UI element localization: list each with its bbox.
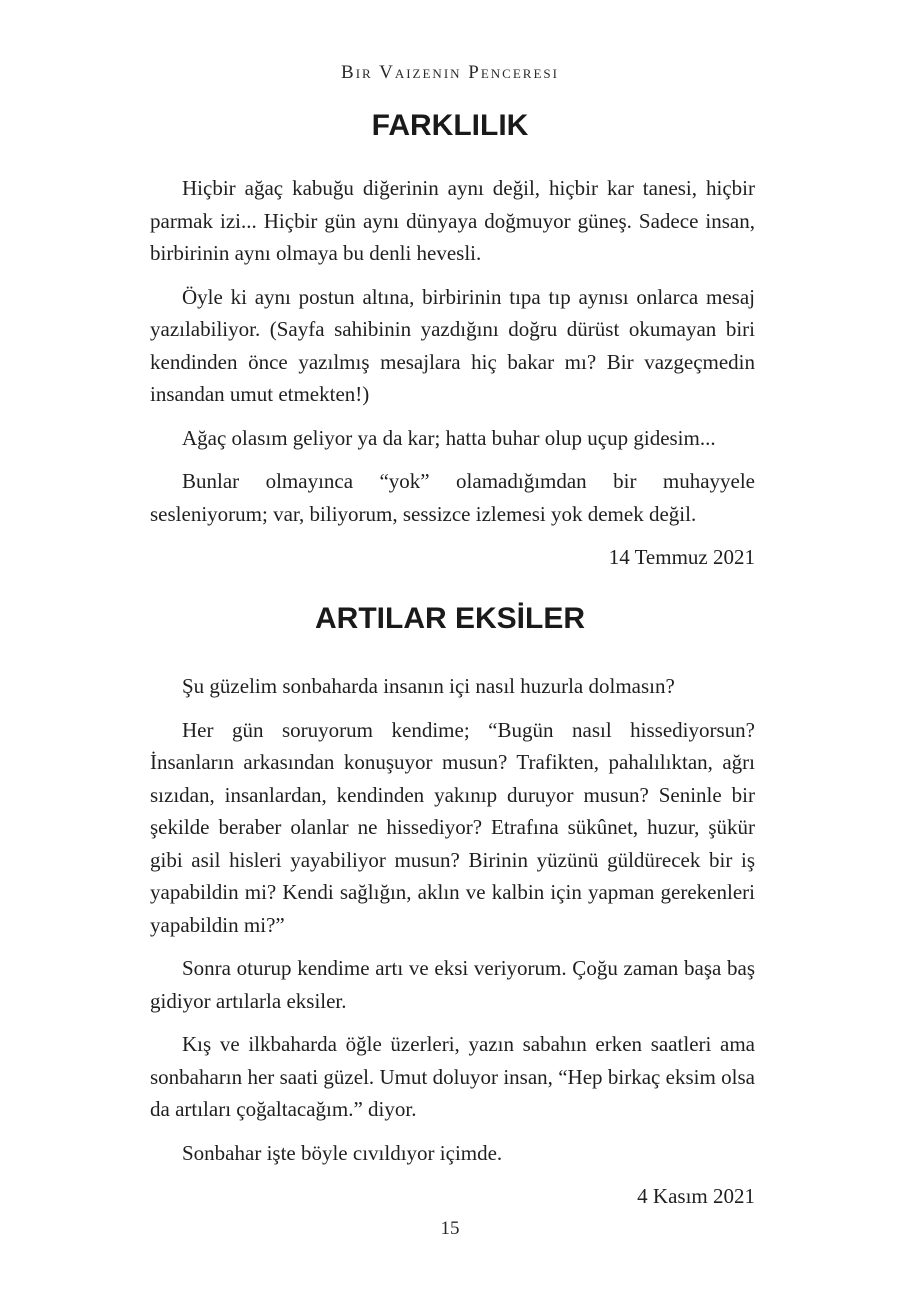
section-body-artilar-eksiler: [150, 670, 755, 1224]
paragraph: Hiçbir ağaç kabuğu diğerinin aynı değil, hiçbir kar tanesi, hiçbir parmak izi... Hiçbir gün aynı dünyaya doğmuyor güneş. Sadece insan, birbirinin aynı olmaya bu denli hevesli.: [150, 176, 755, 265]
paragraph: Bunlar olmayınca “yok” olamadığımdan bir muhayyele sesleniyorum; var, biliyorum, sessizce izlemesi yok demek değil.: [150, 469, 755, 526]
section-title-artilar-eksiler: ARTILAR EKSİLER: [315, 602, 585, 635]
page-number: 15: [440, 1218, 460, 1239]
paragraph: Kış ve ilkbaharda öğle üzerleri, yazın sabahın erken saatleri ama sonbaharın her saati güzel. Umut doluyor insan, “Hep birkaç eksim olsa da artıları çoğaltacağım.” diyor.: [150, 1032, 755, 1121]
entry-date: 14 Temmuz 2021: [608, 545, 755, 569]
entry-date: 4 Kasım 2021: [637, 1184, 755, 1208]
section-body-farklilik: [150, 172, 755, 585]
running-head: Bir Vaizenin Penceresi: [341, 62, 559, 83]
paragraph: Sonbahar işte böyle cıvıldıyor içimde.: [182, 1140, 503, 1165]
paragraph: Şu güzelim sonbaharda insanın içi nasıl huzurla dolmasın?: [182, 674, 675, 698]
paragraph: Öyle ki aynı postun altına, birbirinin tıpa tıp aynısı onlarca mesaj yazılabiliyor. (Sayfa sahibinin yazdığını doğru dürüst okumayan biri kendinden önce yazılmış mesajlara hiç bakar mı? Bir vazgeçmedin insandan umut etmekten!): [150, 284, 755, 406]
section-title-farklilik: FARKLILIK: [371, 109, 529, 142]
paragraph: Ağaç olasım geliyor ya da kar; hatta buhar olup uçup gidesim...: [182, 425, 716, 450]
paragraph: Her gün soruyorum kendime; “Bugün nasıl hissediyorsun? İnsanların arkasından konuşuyor musun? Trafikten, pahalılıktan, ağrı sızıdan, insanlardan, kendinden yakınıp duruyor musun? Seninle bir şekilde beraber olanlar ne hissediyor? Etrafına sükûnet, huzur, şükür gibi asil hisleri yayabiliyor musun? Birinin yüzünü güldürecek bir iş yapabildin mi? Kendi sağlığın, aklın ve kalbin için yapman gerekenleri yapabildin mi?”: [150, 717, 755, 937]
paragraph: Sonra oturup kendime artı ve eksi veriyorum. Çoğu zaman başa baş gidiyor artılarla eksiler.: [150, 956, 755, 1013]
